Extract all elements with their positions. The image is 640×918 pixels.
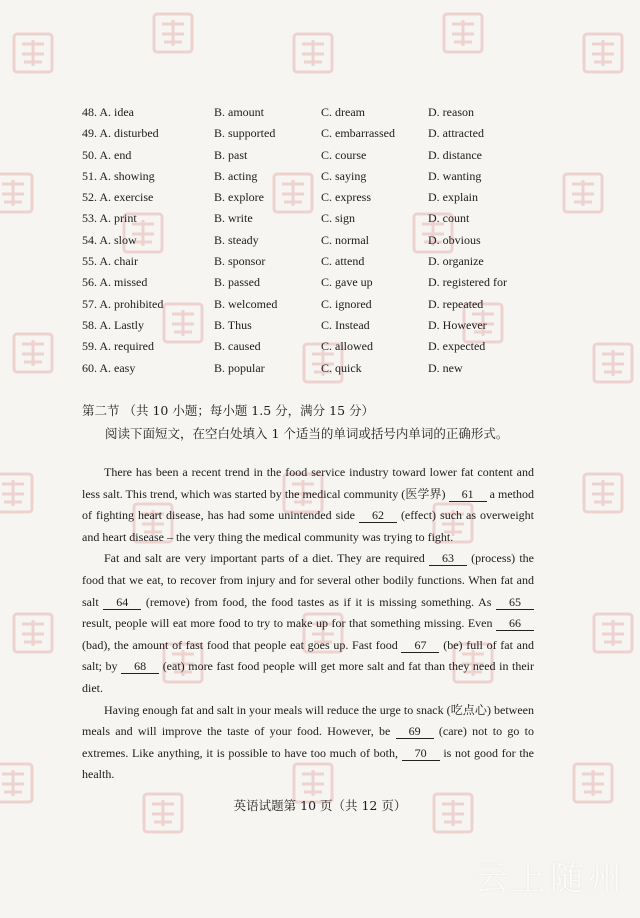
blank-66: 66 [496, 616, 534, 631]
option-cell: B. supported [214, 126, 276, 141]
blank-69: 69 [396, 724, 434, 739]
stamp-logo-icon [0, 470, 36, 516]
text-run: Having enough fat and salt in your meals will reduce the urge to snack (吃点心) between meals and will improve the taste of your food. However, be [82, 702, 534, 739]
option-cell: D. distance [428, 147, 482, 162]
stamp-logo-icon [290, 30, 336, 76]
paragraph-2 [82, 548, 534, 699]
option-cell: 51. A. showing [82, 168, 155, 183]
text-run: a method of fighting heart disease, has had some unintended side [82, 486, 534, 523]
option-cell: 58. A. Lastly [82, 317, 144, 332]
blank-70: 70 [402, 746, 440, 761]
option-cell: C. normal [321, 232, 369, 247]
cloze-passage [82, 462, 534, 786]
option-cell: B. popular [214, 360, 265, 375]
option-row [82, 208, 582, 229]
text-run: result, people will eat more food to try to make up for that something missing. Even [82, 616, 496, 631]
paragraph-3 [82, 700, 534, 786]
option-row [82, 336, 582, 357]
text-run: (remove) from food, the food tastes as if it is missing something. As [141, 594, 496, 609]
option-cell: D. attracted [428, 126, 484, 141]
text-run: (care) not to go to extremes. Like anything, it is possible to have too much of both, [82, 724, 534, 760]
text-run: There has been a recent trend in the food service industry toward lower fat content and less salt. This trend, which was started by the medical community (医学界) [82, 465, 534, 501]
option-row [82, 358, 582, 379]
option-cell: C. sign [321, 211, 356, 226]
option-cell: C. express [321, 190, 371, 205]
text-run: (process) the food that we eat, to recover from injury and for several other bodily functions. When fat and salt [82, 551, 534, 609]
option-row [82, 123, 582, 144]
option-cell: B. acting [214, 168, 258, 183]
stamp-logo-icon [150, 10, 196, 56]
option-cell: 57. A. prohibited [82, 296, 164, 311]
text-run: (be) full of fat and salt; by [82, 637, 534, 674]
option-cell: 49. A. disturbed [82, 126, 159, 141]
option-row [82, 315, 582, 336]
text-run: is not good for the health. [82, 745, 534, 782]
option-cell: B. welcomed [214, 296, 278, 311]
option-cell: B. amount [214, 105, 264, 119]
blank-62: 62 [359, 508, 397, 523]
option-cell: D. However [428, 317, 487, 332]
brand-watermark: 云上随州 [474, 859, 626, 899]
option-row [82, 272, 582, 293]
option-cell: C. saying [321, 168, 367, 183]
option-row [82, 230, 582, 251]
stamp-logo-icon [590, 610, 636, 656]
option-cell: D. reason [428, 105, 474, 119]
blank-65: 65 [496, 595, 534, 610]
option-cell: C. gave up [321, 275, 373, 290]
option-row [82, 102, 582, 123]
option-cell: 52. A. exercise [82, 190, 154, 205]
option-cell: 59. A. required [82, 339, 154, 354]
option-cell: 53. A. print [82, 211, 137, 226]
option-cell: D. repeated [428, 296, 484, 311]
option-cell: C. allowed [321, 339, 373, 354]
stamp-logo-icon [580, 470, 626, 516]
blank-64: 64 [103, 595, 141, 610]
text-run: (effect) such as overweight and heart disease – the very thing the medical community was trying to fight. [82, 508, 534, 544]
option-cell: D. obvious [428, 232, 481, 247]
option-cell: B. sponsor [214, 254, 266, 269]
blank-67: 67 [401, 638, 439, 653]
option-cell: B. past [214, 147, 248, 162]
option-cell: D. new [428, 360, 463, 375]
option-cell: D. organize [428, 254, 484, 269]
option-cell: 56. A. missed [82, 275, 148, 290]
option-cell: C. course [321, 147, 367, 162]
option-cell: C. dream [321, 105, 365, 119]
option-cell: B. passed [214, 275, 260, 290]
option-cell: B. caused [214, 339, 261, 354]
text-run: (eat) more fast food people will get more salt and fat than they need in their diet. [82, 659, 534, 695]
stamp-logo-icon [10, 610, 56, 656]
blank-61: 61 [449, 487, 487, 502]
option-row [82, 294, 582, 315]
option-cell: B. explore [214, 190, 264, 205]
stamp-logo-icon [590, 340, 636, 386]
options-table [82, 102, 582, 379]
option-cell: D. wanting [428, 168, 482, 183]
blank-63: 63 [429, 551, 467, 566]
paragraph-1 [82, 462, 534, 548]
section-instruction: 阅读下面短文，在空白处填入 1 个适当的单词或括号内单词的正确形式。 [105, 426, 509, 441]
stamp-logo-icon [10, 330, 56, 376]
option-cell: 48. A. idea [82, 105, 134, 119]
text-run: (bad), the amount of fast food that people eat goes up. Fast food [82, 637, 402, 652]
stamp-logo-icon [440, 10, 486, 56]
page-footer: 英语试题第 10 页（共 12 页） [233, 798, 407, 813]
option-cell: D. explain [428, 190, 478, 205]
option-cell: 55. A. chair [82, 254, 138, 269]
option-cell: 60. A. easy [82, 360, 136, 375]
option-cell: B. Thus [214, 317, 252, 332]
stamp-logo-icon [0, 170, 36, 216]
option-cell: C. Instead [321, 317, 370, 332]
stamp-logo-icon [10, 30, 56, 76]
blank-68: 68 [121, 659, 159, 674]
option-row [82, 145, 582, 166]
option-cell: C. attend [321, 254, 365, 269]
option-cell: D. expected [428, 339, 486, 354]
option-cell: B. steady [214, 232, 259, 247]
option-row [82, 166, 582, 187]
option-cell: B. write [214, 211, 253, 226]
option-cell: C. quick [321, 360, 362, 375]
option-row [82, 251, 582, 272]
option-cell: C. embarrassed [321, 126, 395, 141]
option-cell: C. ignored [321, 296, 372, 311]
option-row [82, 187, 582, 208]
option-cell: 54. A. slow [82, 232, 137, 247]
option-cell: D. count [428, 211, 470, 226]
option-cell: D. registered for [428, 275, 507, 290]
stamp-logo-icon [580, 30, 626, 76]
option-cell: 50. A. end [82, 147, 132, 162]
text-run: Fat and salt are very important parts of a diet. They are required [104, 551, 429, 566]
section-heading: 第二节 （共 10 小题；每小题 1.5 分，满分 15 分） [82, 403, 375, 418]
